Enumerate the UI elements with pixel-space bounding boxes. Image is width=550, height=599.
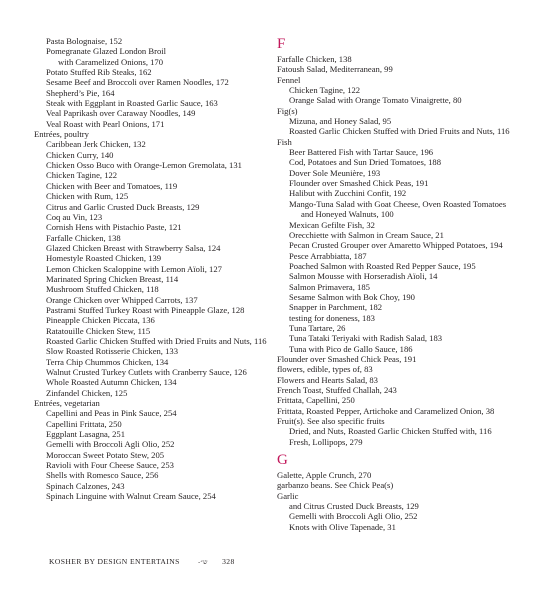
index-continuation: and Honeyed Walnuts, 100 [301,209,394,220]
index-subentry: Potato Stuffed Rib Steaks, 162 [46,67,152,78]
index-heading: Galette, Apple Crunch, 270 [277,470,372,481]
index-subentry: Mango-Tuna Salad with Goat Cheese, Oven Roasted Tomatoes [289,198,507,209]
index-subentry: Pesce Arrabbiatta, 187 [289,250,367,261]
index-subentry: Fresh, Lollipops, 279 [289,436,363,447]
index-subentry: Spinach Calzones, 243 [46,480,125,491]
index-subentry: Pecan Crusted Grouper over Amaretto Whipped Potatoes, 194 [289,240,503,251]
index-subentry: Walnut Crusted Turkey Cutlets with Cranberry Sauce, 126 [46,367,247,377]
book-title: KOSHER BY DESIGN ENTERTAINS [49,557,180,566]
index-subentry: Moroccan Sweet Potato Stew, 205 [46,449,165,460]
page-footer [49,557,235,566]
index-subentry: Veal Roast with Pearl Onions, 171 [46,118,165,129]
index-subentry: Beer Battered Fish with Tartar Sauce, 196 [289,147,434,158]
index-subentry: Lemon Chicken Scaloppine with Lemon Aïoli, 127 [46,263,222,274]
index-heading: flowers, edible, types of, 83 [277,364,373,375]
index-heading: Flowers and Hearts Salad, 83 [277,374,378,385]
index-subentry: Shepherd’s Pie, 164 [46,87,115,98]
index-subentry: Chicken with Rum, 125 [46,191,129,202]
index-subentry: Zinfandel Chicken, 125 [46,387,128,398]
index-subentry: and Citrus Crusted Duck Breasts, 129 [289,501,419,512]
index-subentry: Pomegranate Glazed London Broil [46,46,167,57]
index-subentry: Ratatouille Chicken Stew, 115 [46,325,151,336]
index-column-left [34,36,279,501]
index-subentry: Gemelli with Broccoli Agli Olio, 252 [46,439,175,450]
index-subentry: Eggplant Lasagna, 251 [46,429,125,440]
index-subentry: Caribbean Jerk Chicken, 132 [46,139,146,150]
index-heading: Fennel [277,74,301,85]
index-subentry: Shells with Romesco Sauce, 256 [46,470,159,481]
index-subentry: Citrus and Garlic Crusted Duck Breasts, 129 [46,201,200,212]
index-heading: French Toast, Stuffed Challah, 243 [277,385,397,395]
index-subentry: Knots with Olive Tapenade, 31 [289,521,396,532]
index-subentry: Salmon Mousse with Horseradish Aïoli, 14 [289,271,438,282]
page-number: 328 [222,557,235,566]
index-subentry: Veal Paprikash over Caraway Noodles, 149 [46,108,196,119]
index-heading: Frittata, Roasted Pepper, Artichoke and Caramelized Onion, 38 [277,405,495,416]
index-subentry: Tuna Tataki Teriyaki with Radish Salad, 183 [289,333,443,344]
index-subentry: Whole Roasted Autumn Chicken, 134 [46,377,177,388]
index-subentry: Chicken with Beer and Tomatoes, 119 [46,180,178,191]
index-subentry: Coq au Vin, 123 [46,211,103,222]
index-subentry: Mushroom Stuffed Chicken, 118 [46,284,159,295]
index-subentry: Farfalle Chicken, 138 [46,232,121,243]
index-heading: Fruit(s). See also specific fruits [277,416,385,427]
index-subentry: Roasted Garlic Chicken Stuffed with Dried Fruits and Nuts, 116 [46,335,267,346]
index-heading: Fig(s) [277,105,298,116]
index-subentry: Sesame Beef and Broccoli over Ramen Noodles, 172 [46,77,229,88]
index-subentry: Chicken Tagine, 122 [289,85,361,96]
index-subentry: Dried, and Nuts, Roasted Garlic Chicken Stuffed with, 116 [289,426,492,437]
index-subentry: Poached Salmon with Roasted Red Pepper Sauce, 195 [289,260,476,271]
hebrew-mark: -ש״ [198,560,208,566]
index-subentry: Chicken Tagine, 122 [46,170,118,181]
index-subentry: Capellini and Peas in Pink Sauce, 254 [46,408,177,419]
index-subentry: Roasted Garlic Chicken Stuffed with Dried Fruits and Nuts, 116 [289,126,510,137]
index-subentry: Salmon Primavera, 185 [289,281,370,292]
index-heading: Farfalle Chicken, 138 [277,54,352,64]
index-subentry: Slow Roasted Rotisserie Chicken, 133 [46,346,178,357]
index-subentry: Sesame Salmon with Bok Choy, 190 [289,291,415,302]
index-subentry: Terra Chip Chummos Chicken, 134 [46,356,169,367]
index-subentry: Pastrami Stuffed Turkey Roast with Pineapple Glaze, 128 [46,304,245,315]
index-subentry: Tuna with Pico de Gallo Sauce, 186 [289,343,413,354]
index-heading: Garlic [277,490,299,501]
index-subentry: Pineapple Chicken Piccata, 136 [46,315,155,326]
index-subentry: Mizuna, and Honey Salad, 95 [289,116,392,127]
index-subentry: Flounder over Smashed Chick Peas, 191 [289,178,429,189]
index-subentry: Ravioli with Four Cheese Sauce, 253 [46,460,174,471]
index-subentry: Glazed Chicken Breast with Strawberry Salsa, 124 [46,242,221,253]
index-subentry: Cornish Hens with Pistachio Paste, 121 [46,222,182,233]
index-subentry: Steak with Eggplant in Roasted Garlic Sauce, 163 [46,98,218,109]
index-continuation: with Caramelized Onions, 170 [58,56,164,67]
index-subentry: Orecchiette with Salmon in Cream Sauce, 21 [289,229,444,240]
index-subentry: testing for doneness, 183 [289,312,375,323]
index-heading: Entrées, vegetarian [34,398,100,409]
index-subentry: Halibut with Zucchini Confit, 192 [289,188,407,199]
section-letter-f: F [277,36,286,52]
index-subentry: Gemelli with Broccoli Agli Olio, 252 [289,511,418,522]
index-heading: Fatoush Salad, Mediterranean, 99 [277,64,393,75]
index-subentry: Marinated Spring Chicken Breast, 114 [46,273,179,284]
index-subentry: Capellini Frittata, 250 [46,418,122,429]
section-letter-g: G [277,452,288,469]
index-heading: Frittata, Capellini, 250 [277,395,355,406]
index-subentry: Chicken Curry, 140 [46,149,114,160]
index-subentry: Chicken Osso Buco with Orange-Lemon Gremolata, 131 [46,160,242,171]
index-subentry: Orange Chicken over Whipped Carrots, 137 [46,294,198,305]
index-subentry: Pasta Bolognaise, 152 [46,36,123,46]
index-heading: Flounder over Smashed Chick Peas, 191 [277,353,417,364]
index-subentry: Dover Sole Meunière, 193 [289,167,381,178]
index-subentry: Tuna Tartare, 26 [289,322,346,333]
index-subentry: Homestyle Roasted Chicken, 139 [46,253,162,264]
index-subentry: Orange Salad with Orange Tomato Vinaigrette, 80 [289,95,462,106]
index-subentry: Snapper in Parchment, 182 [289,302,383,313]
index-column-right [277,36,527,532]
index-heading: Entrées, poultry [34,129,89,140]
index-subentry: Spinach Linguine with Walnut Cream Sauce, 254 [46,491,216,502]
index-heading: garbanzo beans. See Chick Pea(s) [277,480,394,491]
index-subentry: Cod, Potatoes and Sun Dried Tomatoes, 188 [289,157,442,168]
index-heading: Fish [277,136,292,147]
index-subentry: Mexican Gefilte Fish, 32 [289,219,375,230]
